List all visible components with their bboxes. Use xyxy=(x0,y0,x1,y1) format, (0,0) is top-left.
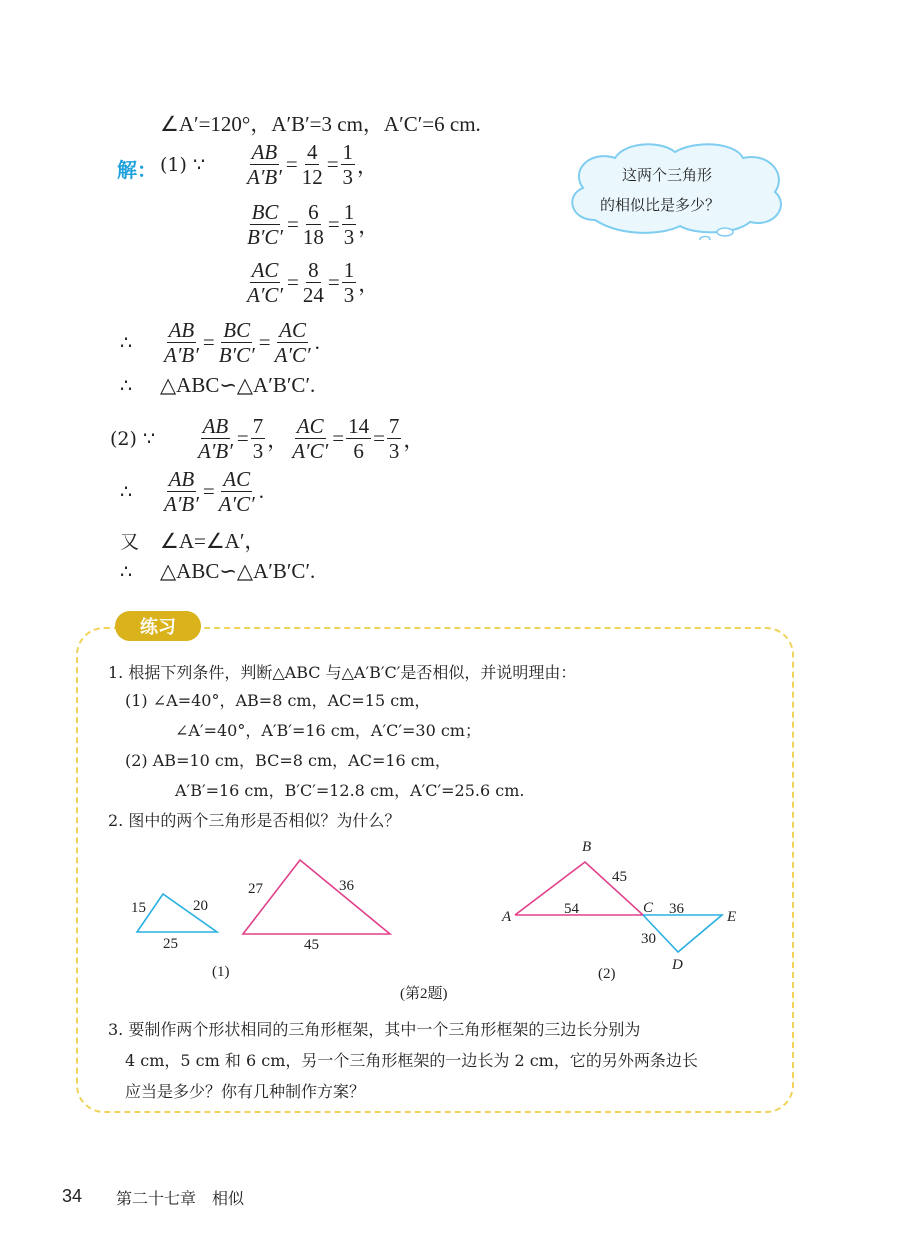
side-label: 15 xyxy=(131,900,146,916)
given-conditions: ∠A′=120°，A′B′=3 cm，A′C′=6 cm. xyxy=(160,112,481,136)
equation-text: . xyxy=(314,330,320,354)
denominator: 18 xyxy=(302,225,324,249)
side-label: 36 xyxy=(339,878,354,894)
side-label: 36 xyxy=(669,901,684,917)
denominator: 3 xyxy=(252,439,264,463)
step-lead: ∴ xyxy=(120,560,133,583)
equation-text: . xyxy=(258,479,264,503)
equation-text: ， xyxy=(267,427,289,452)
large-triangle xyxy=(243,860,390,934)
denominator: A′C′ xyxy=(218,492,255,516)
equation-text: ∠A=∠A′， xyxy=(160,529,266,553)
denominator: B′C′ xyxy=(218,343,255,367)
numerator: 7 xyxy=(252,414,264,438)
step-lead: ∴ xyxy=(120,480,133,503)
equation-text: △ABC∽△A′B′C′. xyxy=(160,559,316,583)
equation-text: = xyxy=(287,212,299,236)
denominator: A′B′ xyxy=(247,165,282,189)
denominator: A′C′ xyxy=(274,343,311,367)
exercise-1: 1. 根据下列条件，判断△ABC 与△A′B′C′是否相似，并说明理由： xyxy=(108,663,577,682)
equation-text: ， xyxy=(358,213,380,238)
denominator: 6 xyxy=(353,439,364,463)
equation-text: = xyxy=(332,426,345,450)
side-label: 20 xyxy=(193,898,208,914)
step-lead: (1) ∵ xyxy=(160,153,206,176)
numerator: AC xyxy=(251,258,279,282)
side-label: 27 xyxy=(248,881,263,897)
numerator: AB xyxy=(202,414,229,438)
step-lead: 又 xyxy=(120,530,140,553)
denominator: B′C′ xyxy=(247,225,284,249)
denominator: 3 xyxy=(388,439,400,463)
exercise-1-part-2-cont: A′B′=16 cm，B′C′=12.8 cm，A′C′=25.6 cm. xyxy=(175,781,525,800)
numerator: 7 xyxy=(388,414,400,438)
equation-text: = xyxy=(285,152,298,176)
numerator: 4 xyxy=(306,140,318,164)
equation-text: = xyxy=(202,479,215,503)
figure-caption: (第2题) xyxy=(400,986,448,1002)
step-lead: ∴ xyxy=(120,374,133,397)
numerator: AC xyxy=(223,467,251,491)
equation-text: = xyxy=(287,270,299,294)
denominator: 24 xyxy=(302,283,324,307)
equation-text: ， xyxy=(358,271,380,296)
exercise-label: 练习 xyxy=(115,611,201,641)
point-label: A xyxy=(502,909,512,925)
numerator: 1 xyxy=(342,140,354,164)
equation-text: = xyxy=(327,212,340,236)
side-label: 54 xyxy=(564,901,579,917)
cloud-line: 这两个三角形 xyxy=(622,166,713,184)
equation-text: = xyxy=(202,330,215,354)
denominator: 3 xyxy=(342,165,354,189)
exercise-3-cont: 4 cm，5 cm 和 6 cm，另一个三角形框架的一边长为 2 cm，它的另外两条边长 xyxy=(125,1051,698,1070)
side-label: 45 xyxy=(612,869,627,885)
equation-text: = xyxy=(236,426,249,450)
numerator: 1 xyxy=(343,258,355,282)
cloud-line: 的相似比是多少？ xyxy=(600,196,721,214)
step-lead: ∴ xyxy=(120,331,133,354)
page-number: 34 xyxy=(62,1186,83,1206)
equation-text: = xyxy=(373,426,385,450)
solution-label: 解： xyxy=(117,158,157,182)
numerator: AB xyxy=(251,140,278,164)
numerator: AB xyxy=(168,318,195,342)
exercise-1-part-1-cont: ∠A′=40°，A′B′=16 cm，A′C′=30 cm； xyxy=(175,721,481,740)
point-label: E xyxy=(727,909,737,925)
denominator: 12 xyxy=(301,165,323,189)
denominator: A′C′ xyxy=(292,439,329,463)
numerator: 8 xyxy=(308,258,319,282)
chapter-title: 第二十七章 相似 xyxy=(116,1189,245,1208)
numerator: 6 xyxy=(308,200,319,224)
numerator: AC xyxy=(279,318,306,342)
denominator: A′B′ xyxy=(198,439,233,463)
equation-text: ， xyxy=(403,427,425,452)
figure-caption: (1) xyxy=(212,964,230,980)
point-label: B xyxy=(582,839,592,855)
denominator: 3 xyxy=(343,225,355,249)
step-lead: (2) ∵ xyxy=(110,427,156,450)
numerator: AC xyxy=(296,414,324,438)
side-label: 45 xyxy=(304,937,319,953)
numerator: 14 xyxy=(348,414,370,438)
equation-text: △ABC∽△A′B′C′. xyxy=(160,373,316,397)
exercise-3: 3. 要制作两个形状相同的三角形框架，其中一个三角形框架的三边长分别为 xyxy=(108,1020,641,1039)
equation-text: = xyxy=(326,152,339,176)
point-label: C xyxy=(643,900,654,916)
side-label: 25 xyxy=(163,936,178,952)
exercise-1-part-1: (1) ∠A=40°，AB=8 cm，AC=15 cm， xyxy=(125,691,431,710)
denominator: A′C′ xyxy=(247,283,284,307)
denominator: A′B′ xyxy=(164,492,199,516)
denominator: A′B′ xyxy=(164,343,199,367)
numerator: BC xyxy=(251,200,279,224)
equation-text: = xyxy=(327,270,340,294)
equation-text: = xyxy=(258,330,271,354)
numerator: BC xyxy=(223,318,251,342)
exercise-3-cont: 应当是多少？你有几种制作方案？ xyxy=(125,1082,366,1101)
denominator: 3 xyxy=(343,283,355,307)
figure-caption: (2) xyxy=(598,966,616,982)
exercise-1-part-2: (2) AB=10 cm，BC=8 cm，AC=16 cm， xyxy=(125,751,451,770)
point-label: D xyxy=(672,957,683,973)
numerator: AB xyxy=(168,467,195,491)
numerator: 1 xyxy=(343,200,355,224)
exercise-2: 2. 图中的两个三角形是否相似？为什么？ xyxy=(108,811,401,830)
side-label: 30 xyxy=(641,931,656,947)
equation-text: ， xyxy=(357,153,379,178)
